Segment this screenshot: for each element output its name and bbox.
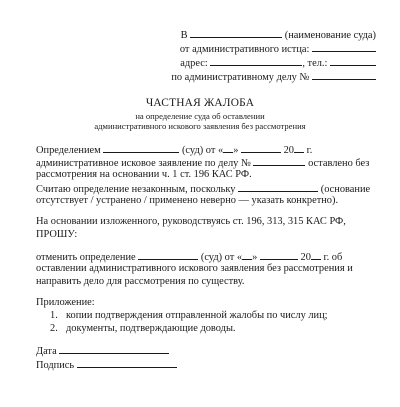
address-line: адрес: , тел.: [180, 56, 376, 70]
document-subtitle-2: административного искового заявления без рассмотрения [94, 121, 306, 131]
attachment-item: 1. копии подтверждения отправленной жалобы по числу лиц; [50, 310, 328, 321]
date-blank [59, 344, 169, 354]
court-blank [103, 143, 179, 153]
body-line-2: административное исковое заявление по делу № оставлено без [36, 158, 370, 169]
day-blank [223, 143, 233, 153]
court-blank-2 [138, 250, 198, 260]
phone-blank [330, 56, 376, 66]
document-subtitle-1: на определение суда об оставлении [135, 111, 265, 121]
body-line-3: рассмотрения на основании ч. 1 ст. 196 КАС РФ. [36, 169, 252, 180]
month-blank-2 [260, 250, 298, 260]
case-number-blank [312, 70, 376, 80]
date-line: Дата [36, 344, 169, 358]
request-heading: ПРОШУ: [36, 229, 78, 240]
document-title: ЧАСТНАЯ ЖАЛОБА [145, 97, 255, 109]
body-line-9: оставлении административного искового заявления без рассмотрения и [36, 263, 353, 274]
body-line-10: направить дело для рассмотрения по существу. [36, 276, 245, 287]
body-line-1: Определением (суд) от « » 20 г. [36, 145, 313, 156]
address-blank [210, 56, 302, 66]
court-name-blank [190, 28, 282, 38]
body-line-5: отсутствует / устранено / применено неверно — указать конкретно). [36, 195, 339, 206]
court-line: В (наименование суда) [180, 30, 376, 41]
plaintiff-blank [312, 42, 376, 52]
signature-blank [77, 358, 177, 368]
body-line-8: отменить определение (суд) от « » 20 г. об [36, 252, 343, 263]
plaintiff-line: от административного истца: [180, 42, 376, 56]
case-number-line: по административному делу № [171, 70, 376, 84]
month-blank [241, 143, 281, 153]
attachments-heading: Приложение: [36, 297, 95, 308]
signature-line: Подпись [36, 358, 177, 372]
body-line-6: На основании изложенного, руководствуясь ст. 196, 313, 315 КАС РФ, [36, 216, 346, 227]
day-blank-2 [242, 250, 252, 260]
reason-blank [238, 182, 318, 192]
year-blank-2 [311, 250, 321, 260]
year-blank [294, 143, 304, 153]
attachment-item: 2. документы, подтверждающие доводы. [50, 323, 236, 334]
body-line-4: Считаю определение незаконным, поскольку (основание [36, 184, 371, 195]
case-blank [253, 156, 305, 166]
